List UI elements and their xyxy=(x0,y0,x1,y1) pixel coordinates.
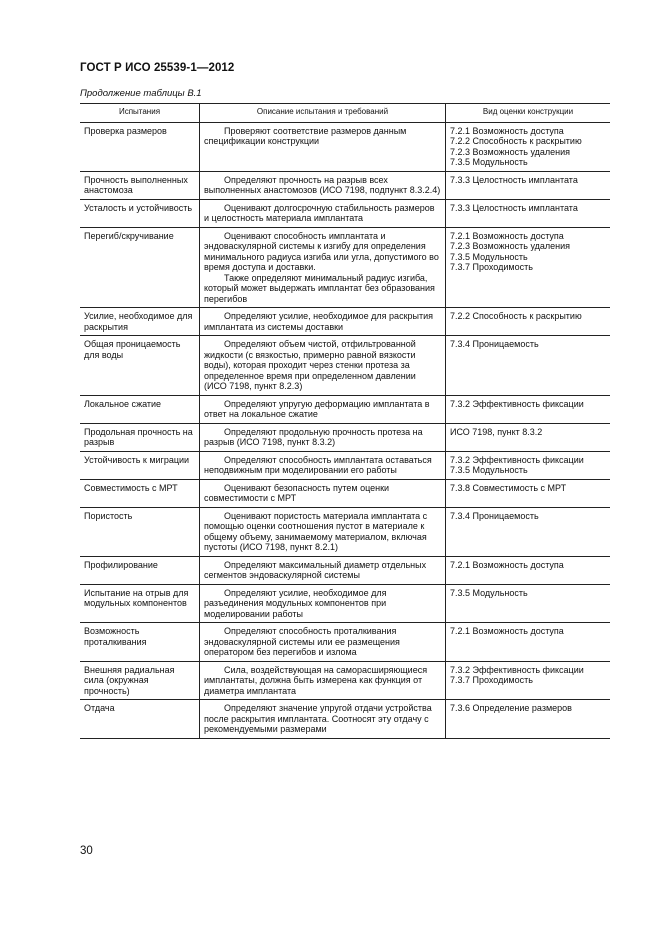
description-paragraph: Сила, воздействующая на саморасширяющиеся имплантаты, должна быть измерена как функция от диаметра имплантата xyxy=(204,664,428,696)
table-row xyxy=(80,661,610,700)
evaluation-cell xyxy=(446,700,611,739)
evaluation-cell xyxy=(446,336,611,396)
evaluation-cell xyxy=(446,556,611,584)
evaluation-item: 7.2.2 Способность к раскрытию xyxy=(450,136,582,146)
test-name-cell: Внешняя радиальная сила (окружная прочность) xyxy=(80,661,200,700)
evaluation-item: 7.3.3 Целостность имплантата xyxy=(450,174,578,185)
description-cell xyxy=(200,308,446,336)
evaluation-item: ИСО 7198, пункт 8.3.2 xyxy=(450,426,543,437)
specification-table xyxy=(80,103,610,739)
description-cell xyxy=(200,661,446,700)
evaluation-item: 7.2.2 Способность к раскрытию xyxy=(450,311,582,321)
test-name-cell: Локальное сжатие xyxy=(80,395,200,423)
table-row xyxy=(80,395,610,423)
page-number: 30 xyxy=(80,845,93,857)
description-cell xyxy=(200,171,446,199)
description-paragraph: Определяют продольную прочность протеза на разрыв (ИСО 7198, пункт 8.3.2) xyxy=(204,426,423,447)
evaluation-item: 7.3.7 Проходимость xyxy=(450,675,533,685)
evaluation-item: 7.3.3 Целостность имплантата xyxy=(450,202,578,213)
table-row xyxy=(80,122,610,171)
table-row xyxy=(80,700,610,739)
test-name-cell: Проверка размеров xyxy=(80,122,200,171)
evaluation-item: 7.3.8 Совместимость с МРТ xyxy=(450,482,567,493)
description-cell xyxy=(200,556,446,584)
evaluation-cell xyxy=(446,227,611,308)
table-row xyxy=(80,423,610,451)
table-row xyxy=(80,227,610,308)
description-paragraph: Определяют максимальный диаметр отдельных сегментов эндоваскулярной системы xyxy=(204,559,427,580)
description-paragraph: Определяют упругую деформацию имплантата в ответ на локальное сжатие xyxy=(204,398,430,419)
evaluation-cell xyxy=(446,122,611,171)
evaluation-item: 7.3.2 Эффективность фиксации xyxy=(450,398,584,409)
table-header-row xyxy=(80,104,610,123)
test-name-cell: Перегиб/скручивание xyxy=(80,227,200,308)
description-cell xyxy=(200,336,446,396)
evaluation-cell xyxy=(446,395,611,423)
description-paragraph: Определяют усилие, необходимое для разъединения модульных компонентов при моделировании работы xyxy=(204,587,387,619)
table-row xyxy=(80,556,610,584)
table-row xyxy=(80,584,610,623)
evaluation-item: 7.3.5 Модульность xyxy=(450,251,528,262)
column-header-description: Описание испытания и требований xyxy=(200,104,446,123)
test-name-cell: Возможность проталкивания xyxy=(80,623,200,662)
evaluation-item: 7.2.3 Возможность удаления xyxy=(450,241,571,251)
table-body xyxy=(80,122,610,738)
description-cell xyxy=(200,507,446,556)
test-name-cell: Усилие, необходимое для раскрытия xyxy=(80,308,200,336)
evaluation-item: 7.3.5 Модульность xyxy=(450,587,528,598)
evaluation-item: 7.3.4 Проницаемость xyxy=(450,339,539,349)
description-paragraph: Определяют способность проталкивания эндоваскулярной системы или ее размещения оператором без перегибов и излома xyxy=(204,626,400,657)
description-cell xyxy=(200,122,446,171)
evaluation-item: 7.2.1 Возможность доступа xyxy=(450,125,564,136)
description-paragraph: Определяют объем чистой, отфильтрованной жидкости (с вязкостью, примерно равной вязкости воды), которая проходит через стенки протеза за определенное время при определенном давлении (ИСО 7198, пункт 8.2.3) xyxy=(204,339,416,391)
test-name-cell: Прочность выполненных анастомоза xyxy=(80,171,200,199)
description-cell xyxy=(200,199,446,227)
test-name-cell: Общая проницаемость для воды xyxy=(80,336,200,396)
column-header-tests: Испытания xyxy=(80,104,200,123)
evaluation-cell xyxy=(446,623,611,662)
evaluation-item: 7.3.2 Эффективность фиксации xyxy=(450,664,584,675)
evaluation-cell xyxy=(446,199,611,227)
document-title: ГОСТ Р ИСО 25539-1—2012 xyxy=(80,62,235,74)
evaluation-item: 7.3.5 Модульность xyxy=(450,157,528,167)
test-name-cell: Продольная прочность на разрыв xyxy=(80,423,200,451)
description-cell xyxy=(200,227,446,308)
description-cell xyxy=(200,700,446,739)
test-name-cell: Совместимость с МРТ xyxy=(80,479,200,507)
evaluation-item: 7.2.1 Возможность доступа xyxy=(450,626,564,636)
description-paragraph: Определяют способность имплантата оставаться неподвижным при моделировании его работы xyxy=(204,454,432,475)
evaluation-item: 7.3.7 Проходимость xyxy=(450,262,533,272)
evaluation-cell xyxy=(446,479,611,507)
column-header-evaluation: Вид оценки конструкции xyxy=(446,104,611,123)
evaluation-item: 7.3.2 Эффективность фиксации xyxy=(450,454,584,465)
table-row xyxy=(80,199,610,227)
table-row xyxy=(80,336,610,396)
evaluation-item: 7.3.4 Проницаемость xyxy=(450,510,539,521)
evaluation-item: 7.3.5 Модульность xyxy=(450,465,528,475)
evaluation-cell xyxy=(446,451,611,479)
evaluation-cell xyxy=(446,423,611,451)
test-name-cell: Пористость xyxy=(80,507,200,556)
table-row xyxy=(80,507,610,556)
evaluation-cell xyxy=(446,661,611,700)
evaluation-item: 7.2.3 Возможность удаления xyxy=(450,146,571,157)
evaluation-cell xyxy=(446,507,611,556)
evaluation-item: 7.2.1 Возможность доступа xyxy=(450,559,564,570)
description-paragraph: Проверяют соответствие размеров данным спецификации конструкции xyxy=(204,125,407,146)
test-name-cell: Усталость и устойчивость xyxy=(80,199,200,227)
test-name-cell: Устойчивость к миграции xyxy=(80,451,200,479)
evaluation-item: 7.2.1 Возможность доступа xyxy=(450,230,564,241)
description-cell xyxy=(200,584,446,623)
description-cell xyxy=(200,395,446,423)
table-row xyxy=(80,479,610,507)
test-name-cell: Профилирование xyxy=(80,556,200,584)
evaluation-cell xyxy=(446,584,611,623)
description-cell xyxy=(200,423,446,451)
description-cell xyxy=(200,451,446,479)
table-row xyxy=(80,623,610,662)
description-paragraph: Определяют усилие, необходимое для раскрытия имплантата из системы доставки xyxy=(204,311,433,332)
description-paragraph: Также определяют минимальный радиус изгиба, который может выдержать имплантат без образования перегибов xyxy=(204,272,435,304)
evaluation-item: 7.3.6 Определение размеров xyxy=(450,703,572,713)
evaluation-cell xyxy=(446,171,611,199)
description-cell xyxy=(200,623,446,662)
test-name-cell: Испытание на отрыв для модульных компонентов xyxy=(80,584,200,623)
description-cell xyxy=(200,479,446,507)
table-row xyxy=(80,308,610,336)
evaluation-cell xyxy=(446,308,611,336)
description-paragraph: Определяют прочность на разрыв всех выполненных анастомозов (ИСО 7198, подпункт 8.3.2.4) xyxy=(204,174,441,195)
description-paragraph: Оценивают пористость материала имплантата с помощью оценки соотношения пустот в материале к общему объему, занимаемому материалом, включая пустоты (ИСО 7198, пункт 8.2.1) xyxy=(204,510,428,552)
description-paragraph: Определяют значение упругой отдачи устройства после раскрытия имплантата. Соотносят эту отдачу с рекомендуемыми размерами xyxy=(204,703,432,734)
table-row xyxy=(80,451,610,479)
test-name-cell: Отдача xyxy=(80,700,200,739)
table-row xyxy=(80,171,610,199)
description-paragraph: Оценивают способность имплантата и эндоваскулярной системы к изгибу для определения минимального радиуса изгиба или угла, допустимого во время доступа и доставки. xyxy=(204,230,439,272)
description-paragraph: Оценивают безопасность путем оценки совместимости с МРТ xyxy=(204,482,390,503)
description-paragraph: Оценивают долгосрочную стабильность размеров и целостность материала имплантата xyxy=(204,202,435,223)
table-caption: Продолжение таблицы В.1 xyxy=(80,88,202,99)
